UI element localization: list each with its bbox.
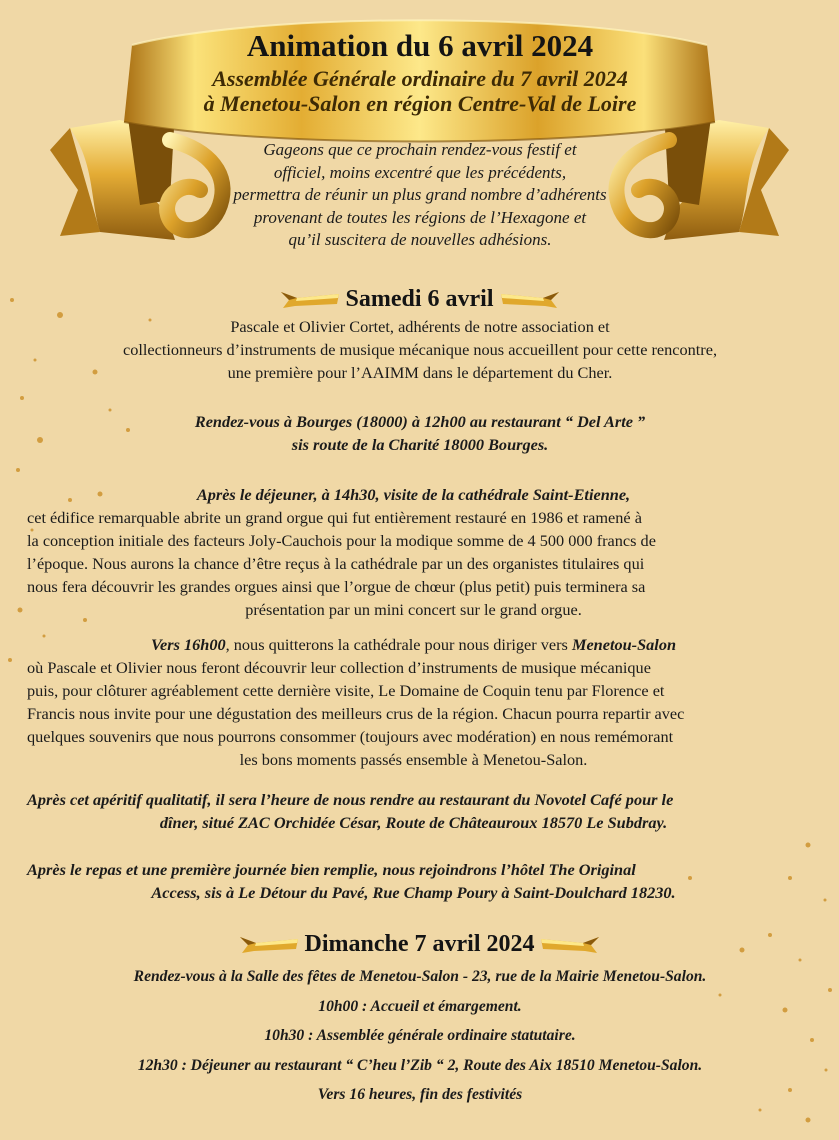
intro-line: Gageons que ce prochain rendez-vous festif et	[263, 140, 577, 159]
visit-line: Francis nous invite pour une dégustation des meilleurs crus de la région. Chacun pourra repartir avec	[27, 704, 685, 723]
intro-paragraph	[170, 139, 670, 252]
visit-paragraph	[27, 633, 800, 771]
intro-line: qu’il suscitera de nouvelles adhésions.	[288, 230, 552, 249]
schedule-item: Rendez-vous à la Salle des fêtes de Menetou-Salon - 23, rue de la Mairie Menetou-Salon.	[133, 968, 707, 985]
dinner-line: Après cet apéritif qualitatif, il sera l’heure de nous rendre au restaurant du Novotel Café pour le	[27, 790, 674, 809]
hotel-line: Après le repas et une première journée bien remplie, nous rejoindrons l’hôtel The Original	[27, 860, 636, 879]
visit-line: où Pascale et Olivier nous feront découvrir leur collection d’instruments de musique mécanique	[27, 658, 651, 677]
rendezvous-line: sis route de la Charité 18000 Bourges.	[291, 435, 549, 454]
hosts-line: collectionneurs d’instruments de musique mécanique nous accueillent pour cette rencontre,	[122, 340, 718, 359]
visit-intro	[27, 633, 800, 656]
visit-mid: , nous quitterons la cathédrale pour nous diriger vers	[225, 635, 572, 654]
cathedral-line: nous fera découvrir les grandes orgues ainsi que l’orgue de chœur (plus petit) puis terminera sa	[27, 577, 646, 596]
cathedral-line: la conception initiale des facteurs Joly-Cauchois pour la modique somme de 4 500 000 francs de	[27, 531, 656, 550]
schedule-item: 10h00 : Accueil et émargement.	[318, 997, 522, 1015]
ribbon-right-icon	[497, 288, 561, 310]
sunday-heading	[0, 929, 839, 958]
hotel-line: Access, sis à Le Détour du Pavé, Rue Champ Poury à Saint-Doulchard 18230.	[151, 883, 676, 902]
banner-subtitle-line-2: à Menetou-Salon en région Centre-Val de Loire	[203, 91, 637, 116]
saturday-heading-text: Samedi 6 avril	[345, 286, 494, 313]
hosts-line: une première pour l’AAIMM dans le département du Cher.	[227, 363, 613, 382]
visit-line: puis, pour clôturer agréablement cette dernière visite, Le Domaine de Coquin tenu par Florence et	[27, 681, 665, 700]
intro-line: provenant de toutes les régions de l’Hexagone et	[253, 207, 587, 227]
cathedral-intro: Après le déjeuner, à 14h30, visite de la cathédrale Saint-Etienne,	[196, 485, 631, 504]
visit-place: Menetou-Salon	[571, 635, 677, 654]
schedule-item: 10h30 : Assemblée générale ordinaire statutaire.	[264, 1027, 576, 1045]
intro-line: permettra de réunir un plus grand nombre d’adhérents	[233, 185, 607, 204]
ribbon-left-icon	[238, 933, 302, 955]
rendezvous-line: Rendez-vous à Bourges (18000) à 12h00 au restaurant “ Del Arte ”	[194, 412, 646, 431]
ribbon-banner	[0, 0, 839, 270]
sunday-heading-text: Dimanche 7 avril 2024	[304, 931, 535, 958]
intro-line: officiel, moins excentré que les précédents,	[273, 162, 567, 182]
visit-line: quelques souvenirs que nous pourrons consommer (toujours avec modération) en nous remémorant	[27, 727, 674, 746]
visit-line: les bons moments passés ensemble à Menetou-Salon.	[239, 750, 588, 769]
cathedral-paragraph	[27, 483, 800, 621]
dinner-line: dîner, situé ZAC Orchidée César, Route de Châteauroux 18570 Le Subdray.	[159, 813, 668, 832]
schedule-item: Vers 16 heures, fin des festivités	[317, 1086, 523, 1104]
rendezvous-bourges	[40, 410, 800, 456]
cathedral-line: l’époque. Nous aurons la chance d’être reçus à la cathédrale par un des organistes titulaires qui	[27, 554, 645, 573]
hotel-paragraph	[27, 858, 800, 904]
banner-title: Animation du 6 avril 2024	[246, 28, 594, 63]
dinner-paragraph	[27, 788, 800, 834]
hosts-paragraph	[40, 315, 800, 384]
saturday-heading	[0, 284, 839, 313]
ribbon-left-icon	[279, 288, 343, 310]
cathedral-line: présentation par un mini concert sur le grand orgue.	[245, 600, 582, 619]
visit-time: Vers 16h00	[150, 635, 226, 654]
cathedral-line: cet édifice remarquable abrite un grand orgue qui fut entièrement restauré en 1986 et ramené à	[27, 508, 642, 527]
hosts-line: Pascale et Olivier Cortet, adhérents de notre association et	[230, 317, 610, 336]
sunday-schedule	[20, 962, 820, 1110]
ribbon-right-icon	[537, 933, 601, 955]
schedule-item: 12h30 : Déjeuner au restaurant “ C’heu l’Zib “ 2, Route des Aix 18510 Menetou-Salon.	[137, 1056, 703, 1074]
banner-subtitle-line-1: Assemblée Générale ordinaire du 7 avril 2024	[212, 66, 628, 91]
